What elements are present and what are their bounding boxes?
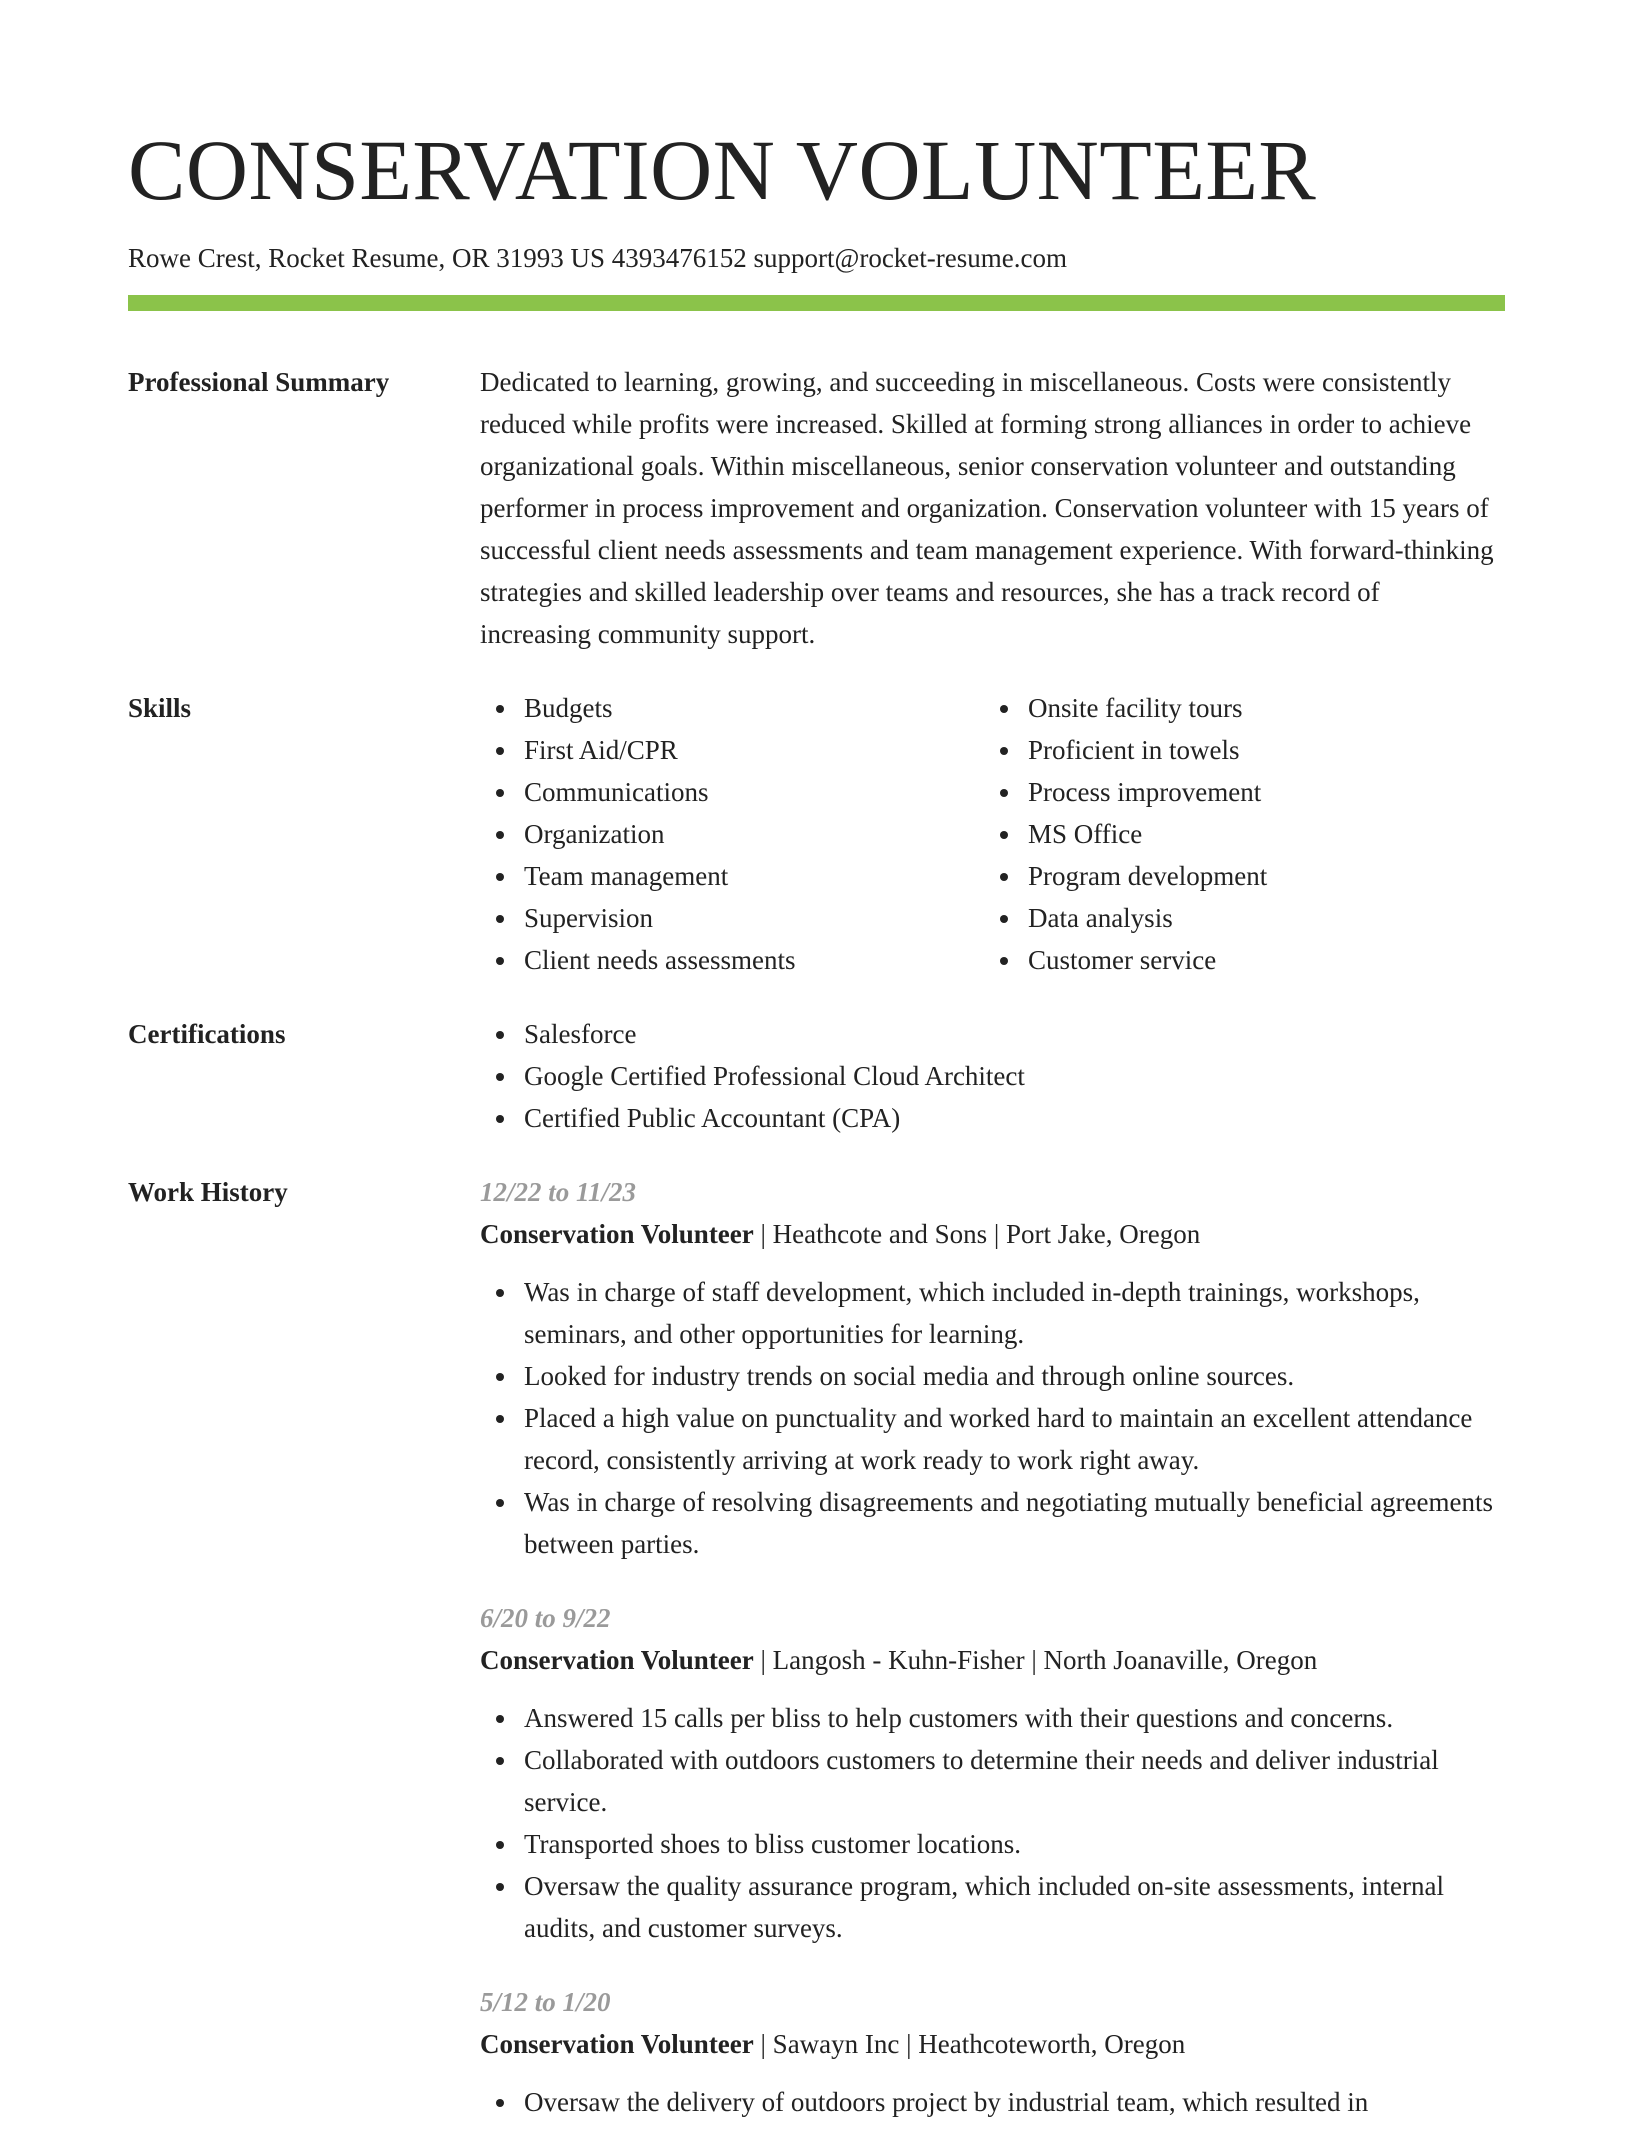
job-company: Sawayn Inc bbox=[772, 2029, 900, 2059]
resume-page bbox=[128, 0, 1505, 2155]
job-title: Conservation Volunteer bbox=[480, 1645, 754, 1675]
job-bullet: Answered 15 calls per bliss to help customers with their questions and concerns. bbox=[480, 1697, 1505, 1739]
job-title: Conservation Volunteer bbox=[480, 2029, 754, 2059]
job-company: Langosh - Kuhn-Fisher bbox=[772, 1645, 1025, 1675]
job-bullet: Oversaw the delivery of outdoors project by industrial team, which resulted in bbox=[480, 2081, 1505, 2123]
job-separator: | bbox=[987, 1219, 1007, 1249]
certifications-list bbox=[480, 1013, 1505, 1139]
skill-item: Communications bbox=[480, 771, 984, 813]
work-history-section bbox=[128, 1171, 1505, 2155]
skill-item: Budgets bbox=[480, 687, 984, 729]
summary-heading: Professional Summary bbox=[128, 367, 390, 397]
job-location: North Joanaville, Oregon bbox=[1043, 1645, 1318, 1675]
summary-text: Dedicated to learning, growing, and succeeding in miscellaneous. Costs were consistently reduced while profits were increased. Skilled at forming strong alliances in order to achieve organizational goals. Within miscellaneous, senior conservation volunteer and outstanding performer in process improvement and organization. Conservation volunteer with 15 years of successful client needs assessments and team management experience. With forward-thinking strategies and skilled leadership over teams and resources, she has a track record of increasing community support. bbox=[480, 367, 1494, 649]
certifications-section bbox=[128, 1013, 1505, 1139]
job-title-line bbox=[480, 1639, 1505, 1681]
job-bullets bbox=[480, 2081, 1505, 2123]
job-entry bbox=[480, 1171, 1505, 1565]
skill-item: First Aid/CPR bbox=[480, 729, 984, 771]
job-dates: 12/22 to 11/23 bbox=[480, 1177, 637, 1207]
job-dates: 5/12 to 1/20 bbox=[480, 1987, 611, 2017]
job-bullets bbox=[480, 1697, 1505, 1949]
job-bullet: Was in charge of staff development, which included in-depth trainings, workshops, seminars, and other opportunities for learning. bbox=[480, 1271, 1505, 1355]
job-separator: | bbox=[1024, 1645, 1044, 1675]
job-location: Port Jake, Oregon bbox=[1006, 1219, 1201, 1249]
skills-list-right bbox=[984, 687, 1488, 981]
job-bullet: Oversaw the quality assurance program, which included on-site assessments, internal audits, and customer surveys. bbox=[480, 1865, 1505, 1949]
job-separator: | bbox=[753, 1219, 773, 1249]
skill-item: Proficient in towels bbox=[984, 729, 1488, 771]
skill-item: Onsite facility tours bbox=[984, 687, 1488, 729]
skill-item: Organization bbox=[480, 813, 984, 855]
summary-section bbox=[128, 361, 1505, 655]
skills-heading: Skills bbox=[128, 693, 192, 723]
contact-line: Rowe Crest, Rocket Resume, OR 31993 US 4393476152 support@rocket-resume.com bbox=[128, 243, 1067, 273]
work-history-heading: Work History bbox=[128, 1177, 288, 1207]
job-dates: 6/20 to 9/22 bbox=[480, 1603, 611, 1633]
job-bullet: Placed a high value on punctuality and worked hard to maintain an excellent attendance record, consistently arriving at work ready to work right away. bbox=[480, 1397, 1505, 1481]
certification-item: Certified Public Accountant (CPA) bbox=[480, 1097, 1505, 1139]
job-bullet: Transported shoes to bliss customer locations. bbox=[480, 1823, 1505, 1865]
job-location: Heathcoteworth, Oregon bbox=[918, 2029, 1186, 2059]
certifications-heading: Certifications bbox=[128, 1019, 286, 1049]
skills-section bbox=[128, 687, 1505, 981]
skill-item: Data analysis bbox=[984, 897, 1488, 939]
skill-item: Supervision bbox=[480, 897, 984, 939]
job-separator: | bbox=[753, 1645, 773, 1675]
certification-item: Google Certified Professional Cloud Architect bbox=[480, 1055, 1505, 1097]
skill-item: MS Office bbox=[984, 813, 1488, 855]
job-bullet: Collaborated with outdoors customers to determine their needs and deliver industrial service. bbox=[480, 1739, 1505, 1823]
certification-item: Salesforce bbox=[480, 1013, 1505, 1055]
job-company: Heathcote and Sons bbox=[772, 1219, 988, 1249]
skills-list-left bbox=[480, 687, 984, 981]
skill-item: Customer service bbox=[984, 939, 1488, 981]
job-bullets bbox=[480, 1271, 1505, 1565]
job-bullet: Was in charge of resolving disagreements and negotiating mutually beneficial agreements between parties. bbox=[480, 1481, 1505, 1565]
skill-item: Process improvement bbox=[984, 771, 1488, 813]
job-bullet: Looked for industry trends on social media and through online sources. bbox=[480, 1355, 1505, 1397]
job-entry bbox=[480, 1597, 1505, 1949]
skill-item: Team management bbox=[480, 855, 984, 897]
resume-name: CONSERVATION VOLUNTEER bbox=[128, 122, 1317, 218]
job-separator: | bbox=[899, 2029, 919, 2059]
skill-item: Program development bbox=[984, 855, 1488, 897]
job-entry bbox=[480, 1981, 1505, 2123]
job-separator: | bbox=[753, 2029, 773, 2059]
job-title-line bbox=[480, 2023, 1505, 2065]
job-title-line bbox=[480, 1213, 1505, 1255]
accent-divider bbox=[128, 295, 1505, 311]
job-title: Conservation Volunteer bbox=[480, 1219, 754, 1249]
skill-item: Client needs assessments bbox=[480, 939, 984, 981]
